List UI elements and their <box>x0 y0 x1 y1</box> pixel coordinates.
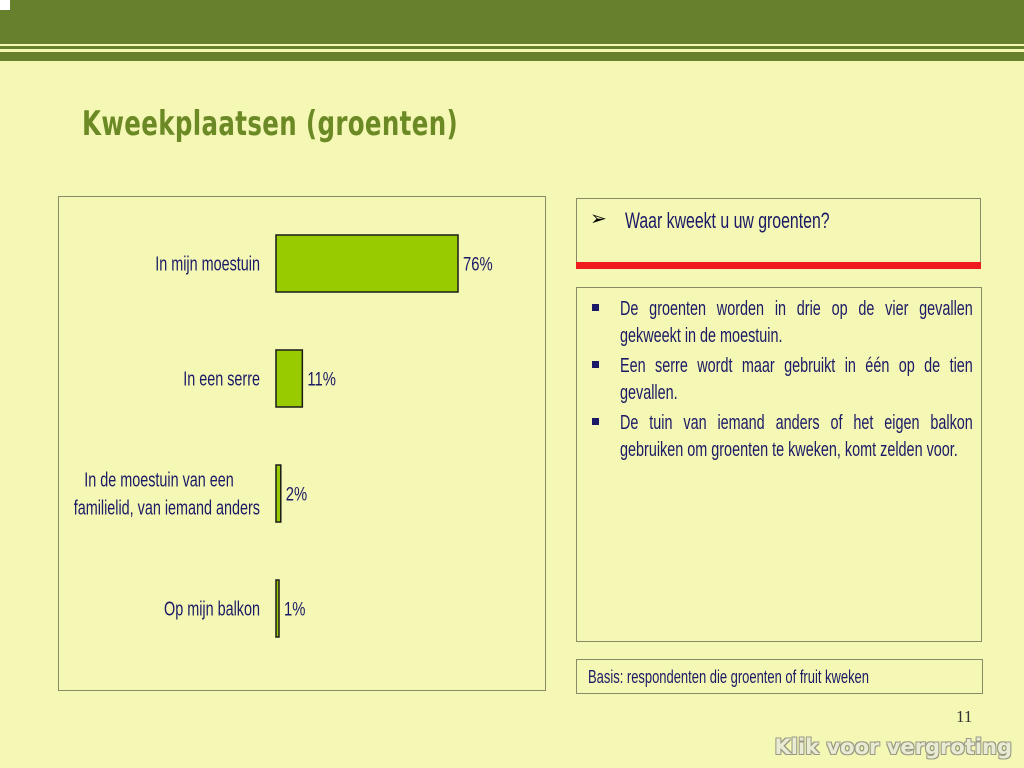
bar <box>276 350 302 407</box>
category-label: In de moestuin van een <box>84 468 234 492</box>
red-accent-bar <box>576 262 981 269</box>
data-label: 11% <box>307 368 336 390</box>
corner-mark <box>0 0 10 10</box>
bar <box>276 465 281 522</box>
arrow-bullet-icon: ➢ <box>590 208 607 230</box>
chart-panel <box>58 196 546 691</box>
finding-text: De tuin van iemand anders of het eigen balkon gebruiken om groenten te kweken, komt zelden voor. <box>620 412 973 461</box>
finding-item <box>589 296 979 352</box>
bar <box>276 580 279 637</box>
category-label: Op mijn balkon <box>164 597 260 621</box>
question-text: Waar kweekt u uw groenten? <box>625 208 830 233</box>
basis-text: Basis: respondenten die groenten of fruit kweken <box>588 667 869 687</box>
category-label: In mijn moestuin <box>155 252 260 276</box>
square-bullet-icon <box>592 304 599 311</box>
finding-text: Een serre wordt maar gebruikt in één op de tien gevallen. <box>620 355 973 404</box>
slide-title: Kweekplaatsen (groenten) <box>82 104 459 144</box>
zoom-link[interactable]: Klik voor vergroting <box>774 735 1012 759</box>
findings-box <box>576 287 982 642</box>
basis-box <box>576 659 983 694</box>
bar-chart <box>59 197 547 692</box>
finding-text: De groenten worden in drie op de vier gevallen gekweekt in de moestuin. <box>620 298 973 347</box>
bar <box>276 235 458 292</box>
header-bar <box>0 0 1024 44</box>
category-label: In een serre <box>183 367 260 391</box>
square-bullet-icon <box>592 361 599 368</box>
finding-item <box>589 410 979 466</box>
header-divider-thick <box>0 52 1024 61</box>
category-label: familielid, van iemand anders <box>73 496 260 520</box>
header-divider-thin <box>0 46 1024 49</box>
square-bullet-icon <box>592 418 599 425</box>
data-label: 2% <box>285 483 308 505</box>
page-number: 11 <box>956 707 973 726</box>
data-label: 1% <box>284 598 306 620</box>
data-label: 76% <box>462 253 493 275</box>
question-box <box>576 198 981 266</box>
finding-item <box>589 353 979 409</box>
